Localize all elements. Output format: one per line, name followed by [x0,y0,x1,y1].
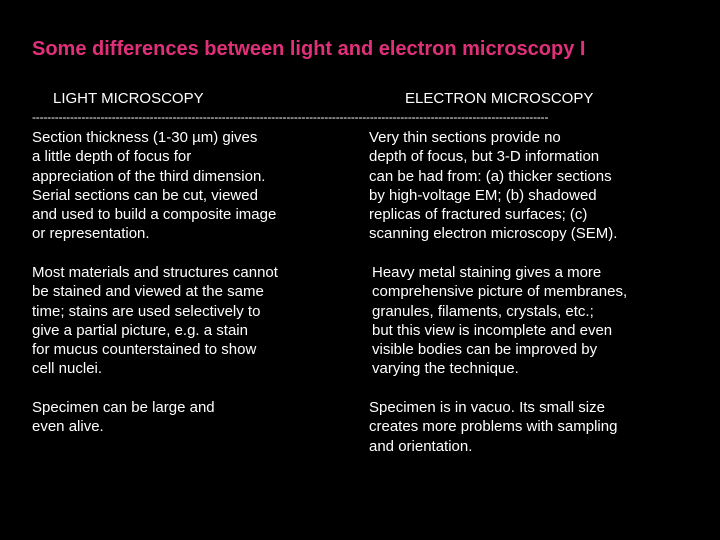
row2-light-line: Most materials and structures cannot [32,264,278,281]
row1-electron-line: by high-voltage EM; (b) shadowed [369,186,597,204]
electron-microscopy-header: ELECTRON MICROSCOPY [405,90,594,107]
row1-light-line: appreciation of the third dimension. [32,167,266,185]
row3-light-text [32,398,215,437]
page-title: Some differences between light and electron microscopy I [32,38,586,60]
row2-light-line: be stained and viewed at the same [32,283,264,301]
row2-electron-line: granules, filaments, crystals, etc.; [372,302,594,320]
row1-electron-line: depth of focus, but 3-D information [369,148,600,166]
row2-electron-line: comprehensive picture of membranes, [372,283,628,301]
row1-electron-line: Very thin sections provide no [369,129,561,146]
row3-light-line: even alive. [32,418,104,436]
row1-electron-line: replicas of fractured surfaces; (c) [369,206,588,224]
row2-light-line: give a partial picture, e.g. a stain [32,321,248,339]
row3-electron-line: and orientation. [369,437,473,455]
row1-light-line: Section thickness (1-30 µm) gives [32,129,258,146]
row2-light-text [32,263,278,379]
row2-electron-line: varying the technique. [372,360,519,378]
row1-light-line: a little depth of focus for [32,148,192,166]
row3-electron-line: Specimen is in vacuo. Its small size [369,399,605,416]
row3-electron-line: creates more problems with sampling [369,418,618,436]
row2-electron-text [372,263,627,379]
row1-electron-text [369,128,617,244]
row2-light-line: for mucus counterstained to show [32,341,257,359]
light-microscopy-header: LIGHT MICROSCOPY [53,90,204,107]
row1-light-text [32,128,276,244]
header-divider: ---------------------------------------------------------------------------------------------------------------------------------------- [32,110,549,124]
row1-light-line: or representation. [32,225,150,243]
row1-light-line: Serial sections can be cut, viewed [32,186,258,204]
row2-light-line: cell nuclei. [32,360,103,378]
row2-electron-line: visible bodies can be improved by [372,341,598,359]
row2-electron-line: but this view is incomplete and even [372,321,613,339]
row1-light-line: and used to build a composite image [32,206,277,224]
row1-electron-line: scanning electron microscopy (SEM). [369,225,618,243]
row2-electron-line: Heavy metal staining gives a more [372,264,602,281]
row1-electron-line: can be had from: (a) thicker sections [369,167,612,185]
row3-light-line: Specimen can be large and [32,399,215,416]
row3-electron-text [369,398,617,456]
row2-light-line: time; stains are used selectively to [32,302,261,320]
